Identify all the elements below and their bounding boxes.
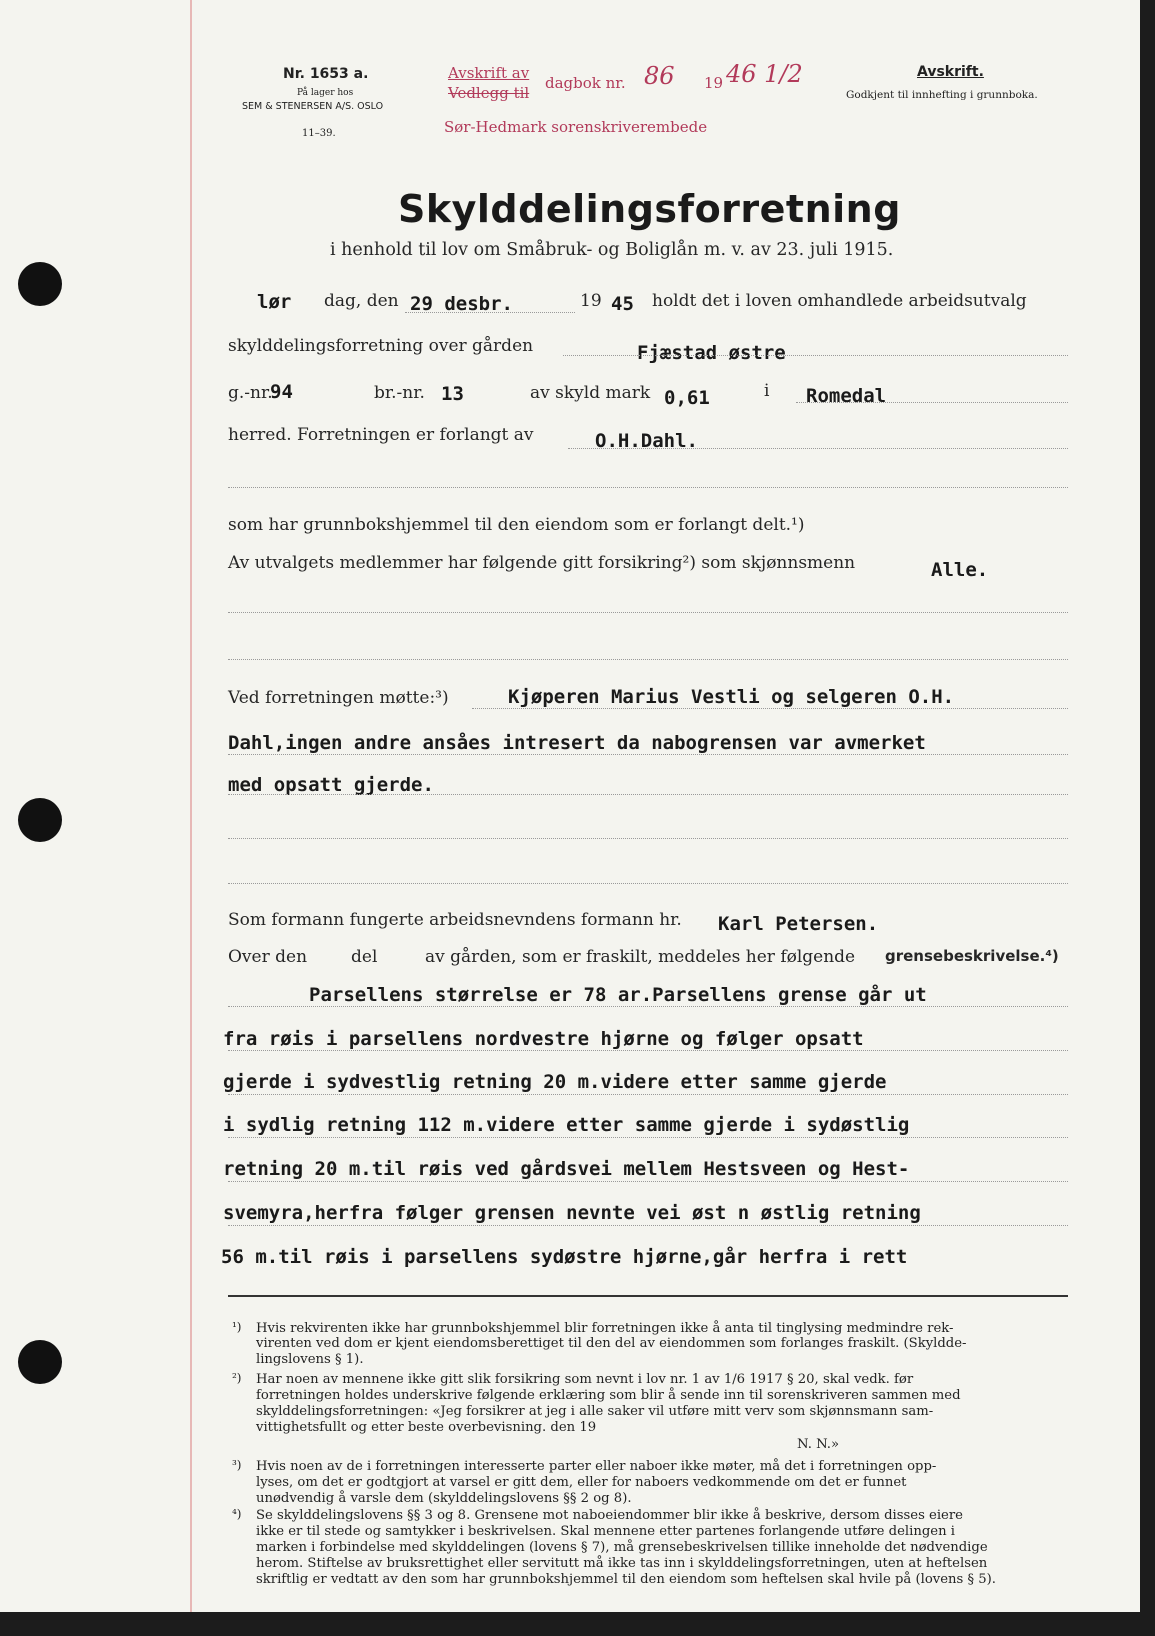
punch-hole <box>18 1340 62 1384</box>
description-line: 56 m.til røis i parsellens sydøstre hjørne,går herfra i rett <box>221 1246 908 1268</box>
description-rule <box>228 1050 1068 1051</box>
footnote-line: lyses, om det er godtgjort at varsel er gitt dem, eller for naboers vedkommende om det er funnet <box>256 1475 907 1490</box>
requester-line <box>568 448 1068 449</box>
form-number: Nr. 1653 a. <box>283 66 369 82</box>
description-rule <box>228 1137 1068 1138</box>
over-garden-label: skylddelingsforretning over gården <box>228 336 534 356</box>
footnote-separator <box>228 1295 1068 1297</box>
footnote-line: ikke er til stede og samtykker i beskrivelsen. Skal mennene etter partenes forlangende utføre delingen i <box>256 1524 956 1539</box>
motte-line1: Kjøperen Marius Vestli og selgeren O.H. <box>508 686 955 708</box>
footnote-line: skylddelingsforretningen: «Jeg forsikrer at jeg i alle saker vil utføre mitt verv som skjønnsmann sam- <box>256 1404 934 1419</box>
blank-line <box>228 883 1068 884</box>
footnote-line: skriftlig er vedtatt av den som har grunnbokshjemmel til den eiendom som heftelsen skal hvile på (lovens § 5). <box>256 1572 996 1587</box>
motte-line <box>472 708 1068 709</box>
footnote-line: vittighetsfullt og etter beste overbevisning. den 19 <box>256 1420 597 1435</box>
blank-line <box>228 612 1068 613</box>
footnote-number: ⁴) <box>232 1507 242 1521</box>
description-line: gjerde i sydvestlig retning 20 m.videre etter samme gjerde <box>223 1071 887 1093</box>
skyld-value: 0,61 <box>664 387 710 409</box>
motte-line2: Dahl,ingen andre ansåes intresert da nabogrensen var avmerket <box>228 732 926 754</box>
motte-line <box>228 754 1068 755</box>
motte-line <box>228 794 1068 795</box>
brnr-label: br.-nr. <box>374 383 425 403</box>
description-line: retning 20 m.til røis ved gårdsvei mellem Hestsveen og Hest- <box>223 1158 910 1180</box>
avskrift-av-stamp: Avskrift av <box>448 64 530 82</box>
forsikring-value: Alle. <box>931 559 989 581</box>
blank-line <box>228 487 1068 488</box>
requester-value: O.H.Dahl. <box>595 430 698 452</box>
year-prefix-label: 19 <box>580 291 602 311</box>
formann-name: Karl Petersen. <box>718 913 879 935</box>
footnote-signature: N. N.» <box>797 1437 840 1452</box>
dagbok-number: 86 <box>644 62 675 90</box>
blank-line <box>228 838 1068 839</box>
document-subtitle: i henhold til lov om Småbruk- og Boliglån m. v. av 23. juli 1915. <box>330 240 894 260</box>
footnote-line: Hvis noen av de i forretningen interesserte parter eller naboer ikke møter, må det i forretningen opp- <box>256 1459 937 1474</box>
publisher-line2: SEM & STENERSEN A/S. OSLO <box>242 101 384 112</box>
farm-line <box>563 355 1068 356</box>
year-date: 46 1/2 <box>726 60 803 88</box>
office-stamp: Sør-Hedmark sorenskriverembede <box>444 118 708 136</box>
document-title: Skylddelingsforretning <box>398 187 901 231</box>
grunnbok-text: som har grunnbokshjemmel til den eiendom som er forlangt delt.¹) <box>228 515 805 535</box>
description-line: svemyra,herfra følger grensen nevnte vei øst n østlig retning <box>223 1202 921 1224</box>
over-den-label: Over den <box>228 947 308 967</box>
description-rule <box>228 1006 1068 1007</box>
held-text: holdt det i loven omhandlede arbeidsutvalg <box>652 291 1027 311</box>
footnote-line: lingslovens § 1). <box>256 1352 364 1367</box>
i-label: i <box>764 381 770 401</box>
motte-line3: med opsatt gjerde. <box>228 774 434 796</box>
skyld-label: av skyld mark <box>530 383 651 403</box>
dag-den-label: dag, den <box>324 291 399 311</box>
vedlegg-til-stamp: Vedlegg til <box>448 84 530 102</box>
form-date: 11–39. <box>302 128 336 139</box>
footnote-line: Har noen av mennene ikke gitt slik forsikring som nevnt i lov nr. 1 av 1/6 1917 § 20, skal vedk. før <box>256 1372 914 1387</box>
herred-text: herred. Forretningen er forlangt av <box>228 425 534 445</box>
footnote-line: virenten ved dom er kjent eiendomsberettiget til den del av eiendommen som forlanges fraskilt. (Skyldde- <box>256 1336 967 1351</box>
year-value: 45 <box>611 293 634 315</box>
del-label: del <box>351 947 378 967</box>
year-prefix: 19 <box>704 74 724 92</box>
forsikring-text: Av utvalgets medlemmer har følgende gitt forsikring²) som skjønnsmenn <box>228 553 856 573</box>
weekday-value: lør <box>257 291 292 313</box>
blank-line <box>228 659 1068 660</box>
description-line: Parsellens størrelse er 78 ar.Parsellens grense går ut <box>309 984 927 1006</box>
punch-hole <box>18 798 62 842</box>
footnote-line: marken i forbindelse med skylddelingen (lovens § 7), må grensebeskrivelsen tillike inneholde det nødvendige <box>256 1540 988 1555</box>
description-rule <box>228 1225 1068 1226</box>
avskrift-title: Avskrift. <box>917 64 984 80</box>
footnote-line: herom. Stiftelse av bruksrettighet eller servitutt må ikke tas inn i skylddelingsforretningen, uten at heftelsen <box>256 1556 988 1571</box>
gnr-label: g.-nr. <box>228 383 273 403</box>
dagbok-label: dagbok nr. <box>545 74 626 92</box>
footnote-number: ³) <box>232 1458 242 1472</box>
footnote-line: unødvendig å varsle dem (skylddelingslovens §§ 2 og 8). <box>256 1491 632 1506</box>
description-rule <box>228 1181 1068 1182</box>
farm-name: Fjæstad østre <box>637 342 786 364</box>
punch-hole <box>18 262 62 306</box>
municipality-value: Romedal <box>806 385 887 407</box>
footnote-line: forretningen holdes underskrive følgende erklæring som blir å sende inn til sorenskriveren sammen med <box>256 1388 961 1403</box>
margin-line <box>190 0 192 1612</box>
footnote-number: ²) <box>232 1371 242 1385</box>
over-rest-text: av gården, som er fraskilt, meddeles her følgende <box>425 947 856 967</box>
description-line: i sydlig retning 112 m.videre etter samme gjerde i sydøstlig <box>223 1114 910 1136</box>
date-value: 29 desbr. <box>410 293 513 315</box>
footnote-number: ¹) <box>232 1320 242 1334</box>
motte-label: Ved forretningen møtte:³) <box>228 688 449 708</box>
footnote-line: Se skylddelingslovens §§ 3 og 8. Grensene mot naboeiendommer blir ikke å beskrive, dersom disses eiere <box>256 1508 963 1523</box>
description-rule <box>228 1094 1068 1095</box>
grense-label: grensebeskrivelse.⁴) <box>885 947 1059 965</box>
avskrift-note: Godkjent til innhefting i grunnboka. <box>846 89 1038 101</box>
gnr-value: 94 <box>270 381 293 403</box>
date-line <box>405 312 575 313</box>
description-line: fra røis i parsellens nordvestre hjørne og følger opsatt <box>223 1028 864 1050</box>
publisher-line1: På lager hos <box>297 88 354 98</box>
municipality-line <box>796 402 1068 403</box>
formann-label: Som formann fungerte arbeidsnevndens formann hr. <box>228 910 682 930</box>
footnote-line: Hvis rekvirenten ikke har grunnbokshjemmel blir forretningen ikke å anta til tinglysing medmindre rek- <box>256 1321 954 1336</box>
brnr-value: 13 <box>441 383 464 405</box>
